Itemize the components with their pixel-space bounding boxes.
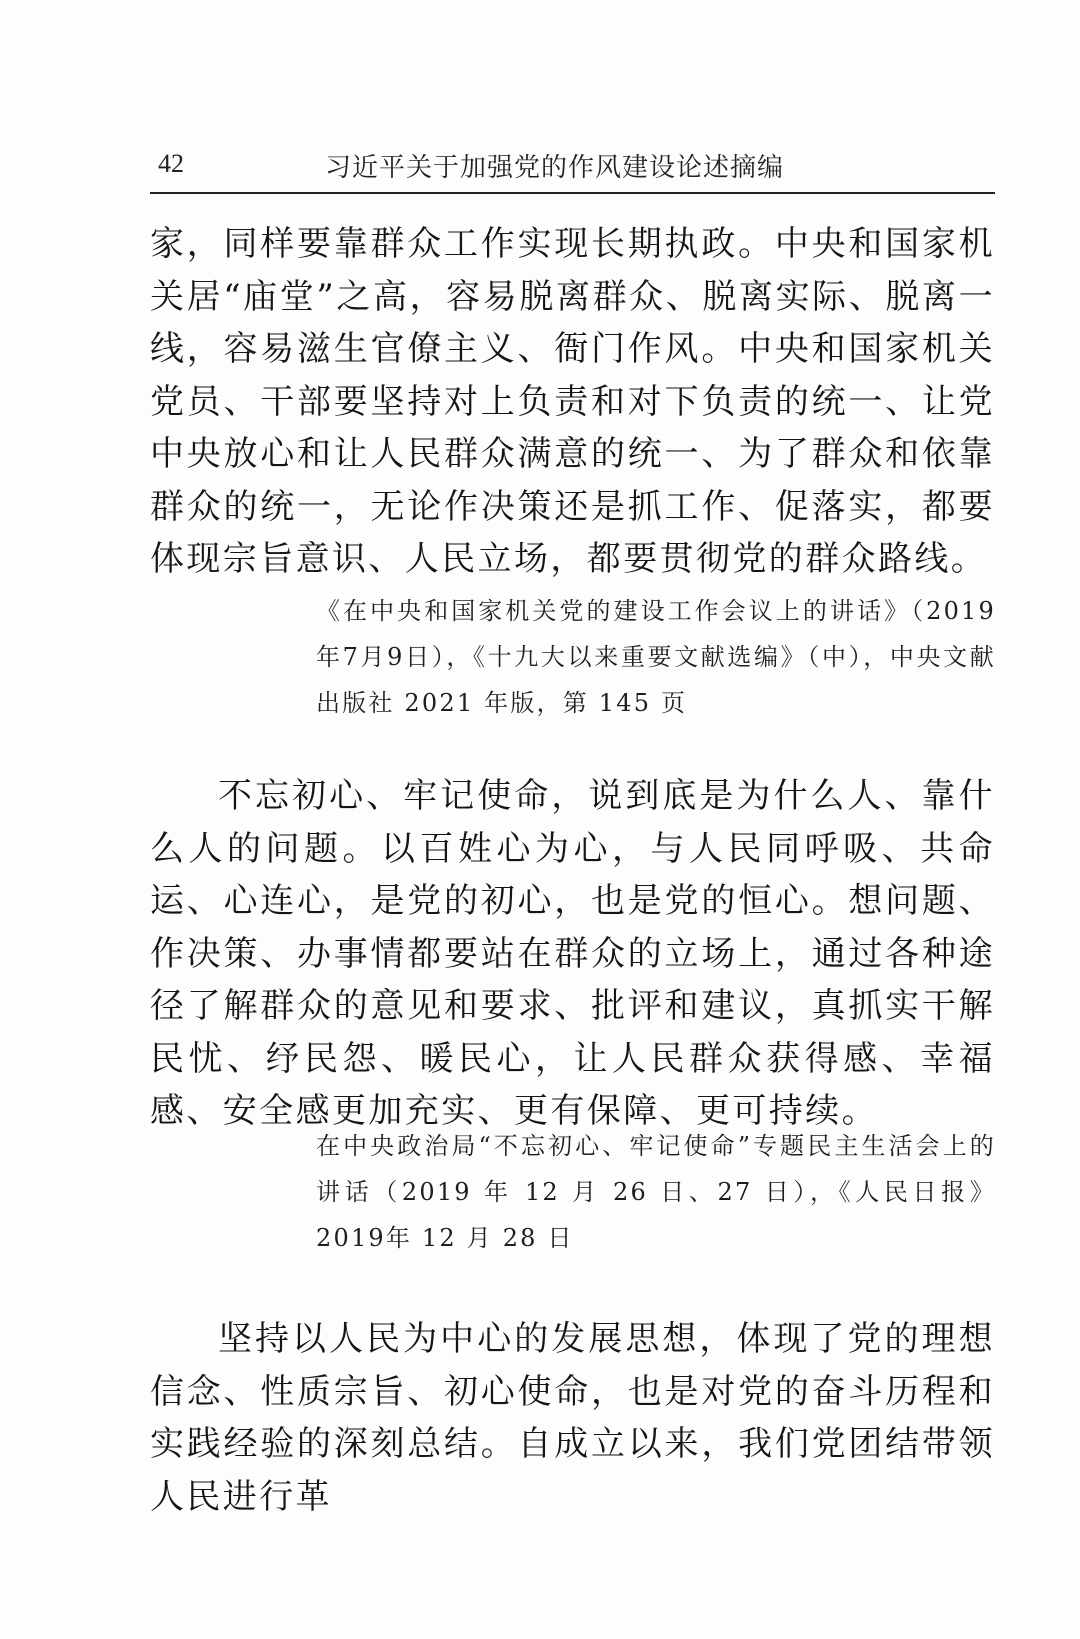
- citation-source: 《在中央和国家机关党的建设工作会议上的讲话》（2019年7月9日），《十九大以来重要文献选编》（中），中央文献出版社 2021 年版，第 145 页: [316, 597, 996, 717]
- body-paragraph-continued: 家，同样要靠群众工作实现长期执政。中央和国家机关居“庙堂”之高，容易脱离群众、脱离实际、脱离一线，容易滋生官僚主义、衙门作风。中央和国家机关党员、干部要坚持对上负责和对下负责的统一、让党中央放心和让人民群众满意的统一、为了群众和依靠群众的统一，无论作决策还是抓工作、促落实，都要体现宗旨意识、人民立场，都要贯彻党的群众路线。: [150, 224, 995, 579]
- page-header: [150, 145, 995, 189]
- page-number: 42: [158, 149, 184, 178]
- running-title: 习近平关于加强党的作风建设论述摘编: [325, 153, 785, 183]
- body-paragraph: 坚持以人民为中心的发展思想，体现了党的理想信念、性质宗旨、初心使命，也是对党的奋斗历程和实践经验的深刻总结。自成立以来，我们党团结带领人民进行革: [150, 1319, 995, 1517]
- body-paragraph: 不忘初心、牢记使命，说到底是为什么人、靠什么人的问题。以百姓心为心，与人民同呼吸、共命运、心连心，是党的初心，也是党的恒心。想问题、作决策、办事情都要站在群众的立场上，通过各种途径了解群众的意见和要求、批评和建议，真抓实干解民忧、纾民怨、暖民心，让人民群众获得感、幸福感、安全感更加充实、更有保障、更可持续。: [150, 776, 995, 1131]
- header-rule: [150, 192, 995, 194]
- citation-source: 在中央政治局“不忘初心、牢记使命”专题民主生活会上的讲话（2019 年 12 月 26 日、27 日），《人民日报》2019年 12 月 28 日: [316, 1132, 996, 1252]
